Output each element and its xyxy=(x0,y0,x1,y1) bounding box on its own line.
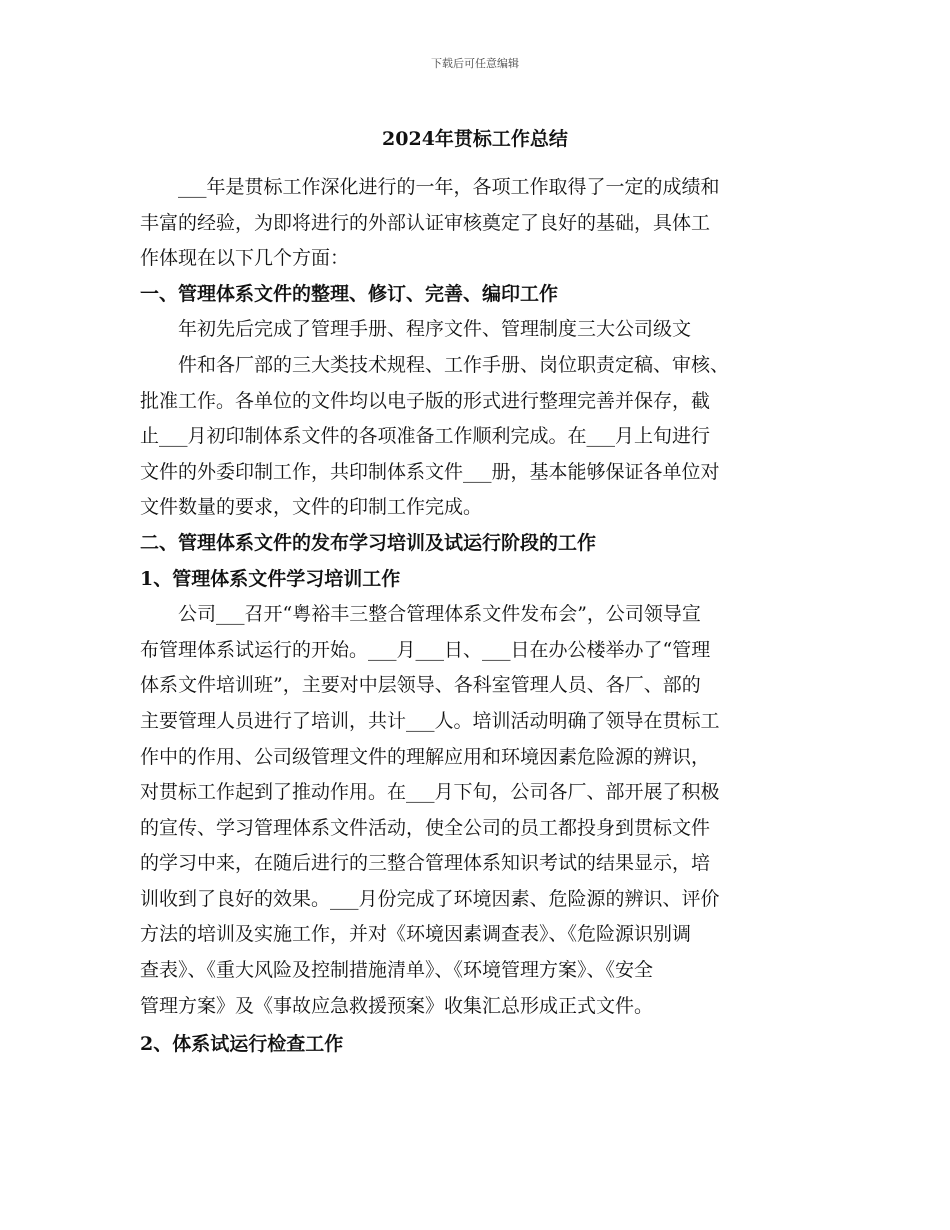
subsection-2-1-line: 体系文件培训班”，主要对中层领导、各科室管理人员、各厂、部的 xyxy=(140,674,701,697)
subsection-2-1-line: 作中的作用、公司级管理文件的理解应用和环境因素危险源的辨识， xyxy=(140,745,711,768)
subsection-heading-2-2: 2、体系试运行检查工作 xyxy=(140,1033,344,1056)
section-1-line: 文件的外委印制工作，共印制体系文件___册，基本能够保证各单位对 xyxy=(140,460,720,483)
section-1-line: 件和各厂部的三大类技术规程、工作手册、岗位职责定稿、审核、 xyxy=(178,353,730,376)
section-1-line: 年初先后完成了管理手册、程序文件、管理制度三大公司级文 xyxy=(178,318,692,341)
subsection-2-1-line: 主要管理人员进行了培训，共计___人。培训活动明确了领导在贯标工 xyxy=(140,709,720,732)
document-title: 2024年贯标工作总结 xyxy=(382,128,568,150)
subsection-2-1-line: 的学习中来，在随后进行的三整合管理体系知识考试的结果显示，培 xyxy=(140,852,711,875)
subsection-2-1-line: 对贯标工作起到了推动作用。在___月下旬，公司各厂、部开展了积极 xyxy=(140,781,720,804)
subsection-2-1-line: 查表》、《重大风险及控制措施清单》、《环境管理方案》、《安全 xyxy=(140,959,654,982)
section-1-line: 批准工作。各单位的文件均以电子版的形式进行整理完善并保存，截 xyxy=(140,389,711,412)
header-note: 下载后可任意编辑 xyxy=(431,57,519,70)
intro-line: 作体现在以下几个方面： xyxy=(140,247,350,270)
subsection-2-1-line: 公司___召开“粤裕丰三整合管理体系文件发布会”，公司领导宣 xyxy=(178,603,701,626)
section-1-line: 文件数量的要求，文件的印制工作完成。 xyxy=(140,496,483,519)
intro-line: 丰富的经验，为即将进行的外部认证审核奠定了良好的基础，具体工 xyxy=(140,211,711,234)
intro-line: ___年是贯标工作深化进行的一年，各项工作取得了一定的成绩和 xyxy=(178,176,720,198)
subsection-2-1-line: 的宣传、学习管理体系文件活动，使全公司的员工都投身到贯标文件 xyxy=(140,816,711,839)
subsection-2-1-paragraph xyxy=(140,597,820,1024)
document-body xyxy=(140,170,820,1063)
section-1-paragraph xyxy=(140,312,820,526)
section-heading-1: 一、管理体系文件的整理、修订、完善、编印工作 xyxy=(140,282,559,305)
section-heading-2: 二、管理体系文件的发布学习培训及试运行阶段的工作 xyxy=(140,531,597,554)
intro-paragraph xyxy=(140,170,820,277)
subsection-2-1-line: 布管理体系试运行的开始。___月___日、___日在办公楼举办了“管理 xyxy=(140,638,711,661)
subsection-2-1-line: 方法的培训及实施工作，并对《环境因素调查表》、《危险源识别调 xyxy=(140,923,692,946)
subsection-2-1-line: 管理方案》及《事故应急救援预案》收集汇总形成正式文件。 xyxy=(140,994,654,1017)
section-1-line: 止___月初印制体系文件的各项准备工作顺利完成。在___月上旬进行 xyxy=(140,425,711,448)
subsection-heading-2-1: 1、管理体系文件学习培训工作 xyxy=(140,567,401,590)
subsection-2-1-line: 训收到了良好的效果。___月份完成了环境因素、危险源的辨识、评价 xyxy=(140,887,720,910)
